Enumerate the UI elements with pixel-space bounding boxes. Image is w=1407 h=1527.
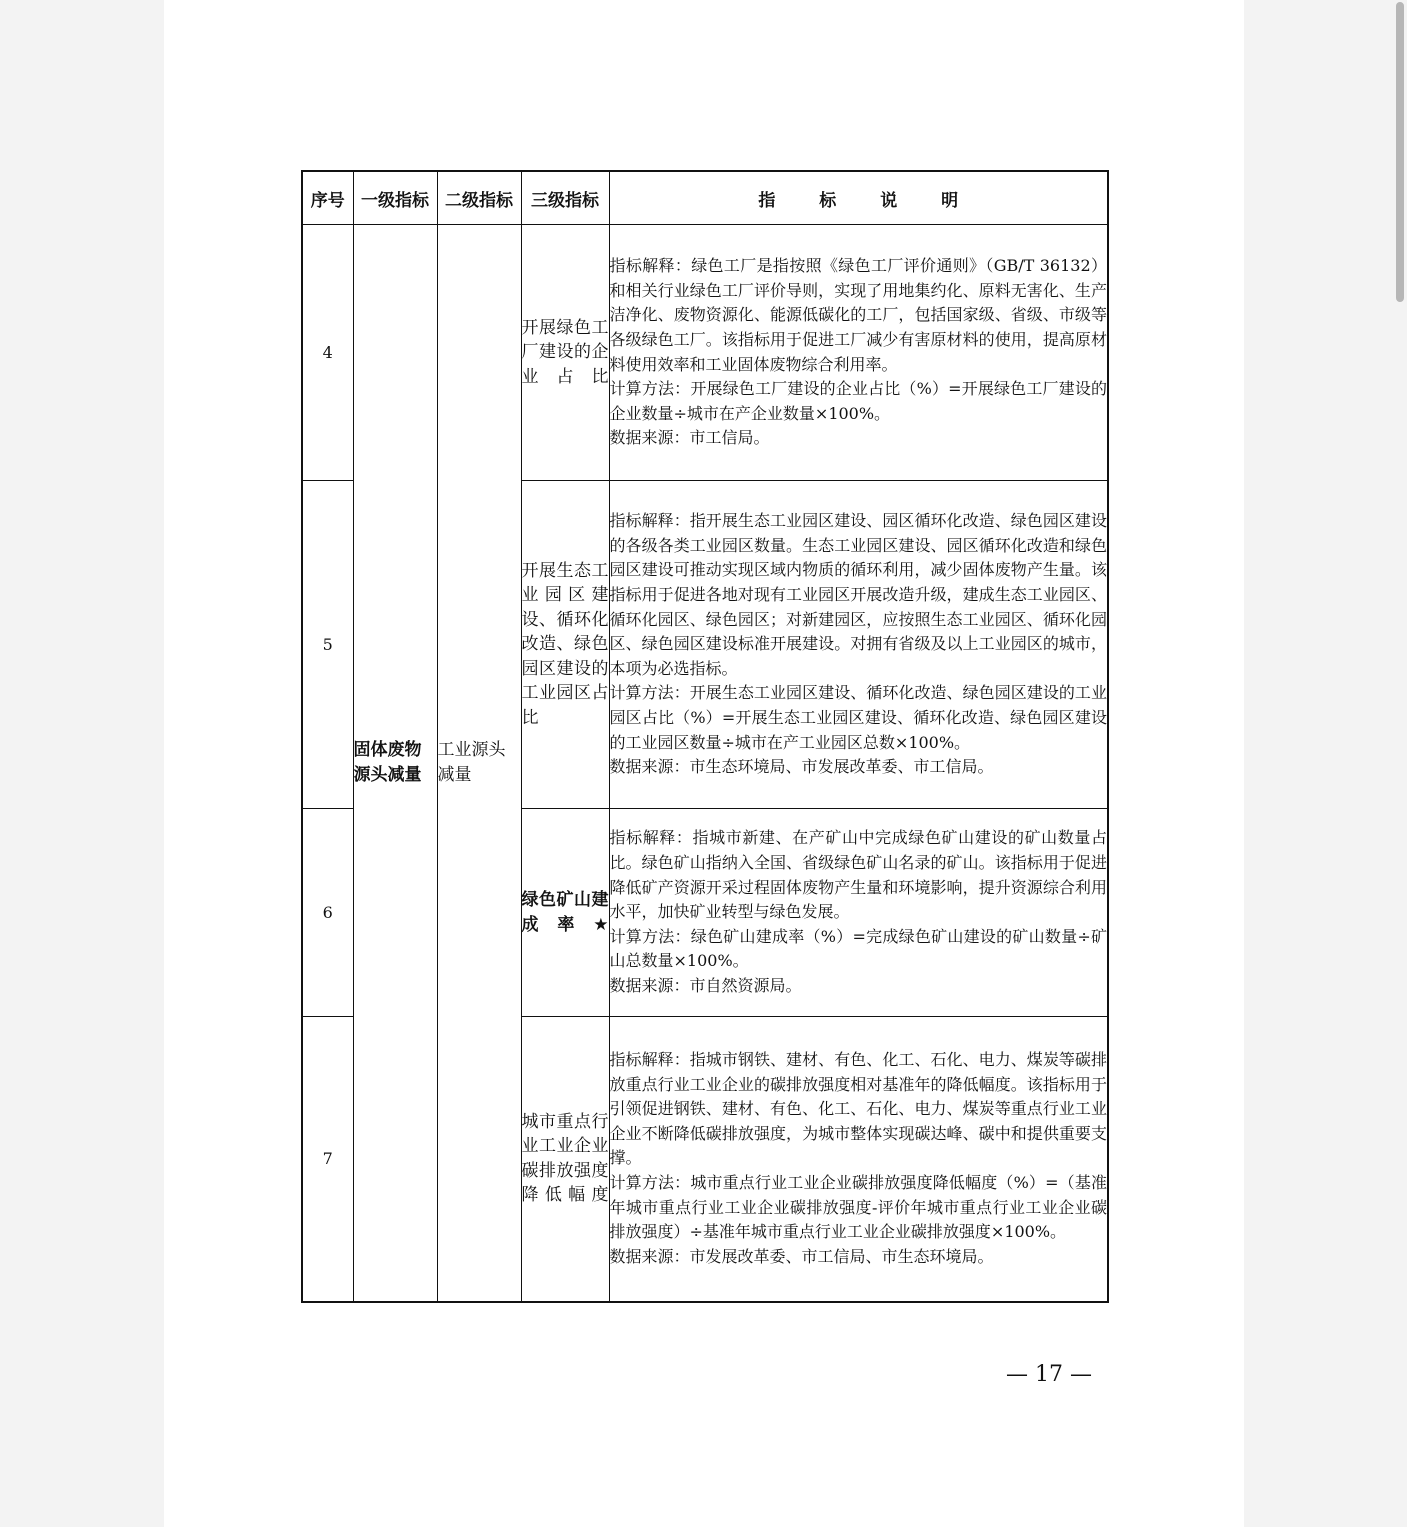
header-description: 指 标 说 明	[609, 171, 1108, 225]
header-level1: 一级指标	[353, 171, 437, 225]
source-text: 数据来源：市自然资源局。	[609, 975, 802, 995]
indicator-description	[609, 1017, 1108, 1302]
row-seq: 4	[302, 225, 353, 481]
source-text: 数据来源：市发展改革委、市工信局、市生态环境局。	[609, 1246, 994, 1266]
method-text: 计算方法：城市重点行业工业企业碳排放强度降低幅度（%）=（基准年城市重点行业工业企业碳排放强度-评价年城市重点行业工业企业碳排放强度）÷基准年城市重点行业工业企业碳排放强度×100%。	[609, 1173, 1107, 1242]
explanation-text: 指标解释：指开展生态工业园区建设、园区循环化改造、绿色园区建设的各级各类工业园区数量。生态工业园区建设、园区循环化改造和绿色园区建设可推动实现区域内物质的循环利用，减少固体废物产生量。该指标用于促进各地对现有工业园区开展改造升级，建成生态工业园区、循环化园区、绿色园区；对新建园区，应按照生态工业园区、循环化园区、绿色园区建设标准开展建设。对拥有省级及以上工业园区的城市，本项为必选指标。	[609, 511, 1107, 678]
header-seq: 序号	[302, 171, 353, 225]
explanation-text: 指标解释：指城市新建、在产矿山中完成绿色矿山建设的矿山数量占比。绿色矿山指纳入全国、省级绿色矿山名录的矿山。该指标用于促进降低矿产资源开采过程固体废物产生量和环境影响，提升资源综合利用水平，加快矿业转型与绿色发展。	[609, 828, 1107, 922]
header-level3: 三级指标	[521, 171, 609, 225]
explanation-text: 指标解释：指城市钢铁、建材、有色、化工、石化、电力、煤炭等碳排放重点行业工业企业的碳排放强度相对基准年的降低幅度。该指标用于引领促进钢铁、建材、有色、化工、石化、电力、煤炭等重点行业工业企业不断降低碳排放强度，为城市整体实现碳达峰、碳中和提供重要支撑。	[609, 1050, 1107, 1168]
level3-indicator: 开展生态工业园区建设、循环化改造、绿色园区建设的工业园区占比	[521, 481, 609, 809]
indicator-description	[609, 809, 1108, 1017]
source-text: 数据来源：市生态环境局、市发展改革委、市工信局。	[609, 757, 994, 777]
level3-indicator: 城市重点行业工业企业碳排放强度降低幅度	[521, 1017, 609, 1302]
row-seq: 7	[302, 1017, 353, 1302]
indicator-table	[301, 170, 1109, 1303]
source-text: 数据来源：市工信局。	[609, 428, 770, 448]
level1-indicator: 固体废物源头减量	[353, 225, 437, 1302]
page-number: — 17 —	[1006, 1362, 1092, 1387]
indicator-description	[609, 481, 1108, 809]
level2-indicator: 工业源头减量	[437, 225, 521, 1302]
indicator-description	[609, 225, 1108, 481]
table-header-row	[302, 171, 1108, 225]
row-seq: 6	[302, 809, 353, 1017]
method-text: 计算方法：开展生态工业园区建设、循环化改造、绿色园区建设的工业园区占比（%）=开展生态工业园区建设、循环化改造、绿色园区建设的工业园区数量÷城市在产工业园区总数×100%。	[609, 683, 1107, 752]
explanation-text: 指标解释：绿色工厂是指按照《绿色工厂评价通则》（GB/T 36132）和相关行业绿色工厂评价导则，实现了用地集约化、原料无害化、生产洁净化、废物资源化、能源低碳化的工厂，包括国家级、省级、市级等各级绿色工厂。该指标用于促进工厂减少有害原材料的使用，提高原材料使用效率和工业固体废物综合利用率。	[609, 256, 1107, 374]
scrollbar-thumb[interactable]	[1396, 2, 1404, 302]
method-text: 计算方法：开展绿色工厂建设的企业占比（%）=开展绿色工厂建设的企业数量÷城市在产企业数量×100%。	[609, 379, 1107, 423]
vertical-scrollbar[interactable]	[1393, 0, 1407, 1527]
header-level2: 二级指标	[437, 171, 521, 225]
method-text: 计算方法：绿色矿山建成率（%）=完成绿色矿山建设的矿山数量÷矿山总数量×100%。	[609, 926, 1107, 971]
table-row	[302, 225, 1108, 481]
level3-indicator: 开展绿色工厂建设的企业占比	[521, 225, 609, 481]
level3-indicator: 绿色矿山建成率★	[521, 809, 609, 1017]
row-seq: 5	[302, 481, 353, 809]
